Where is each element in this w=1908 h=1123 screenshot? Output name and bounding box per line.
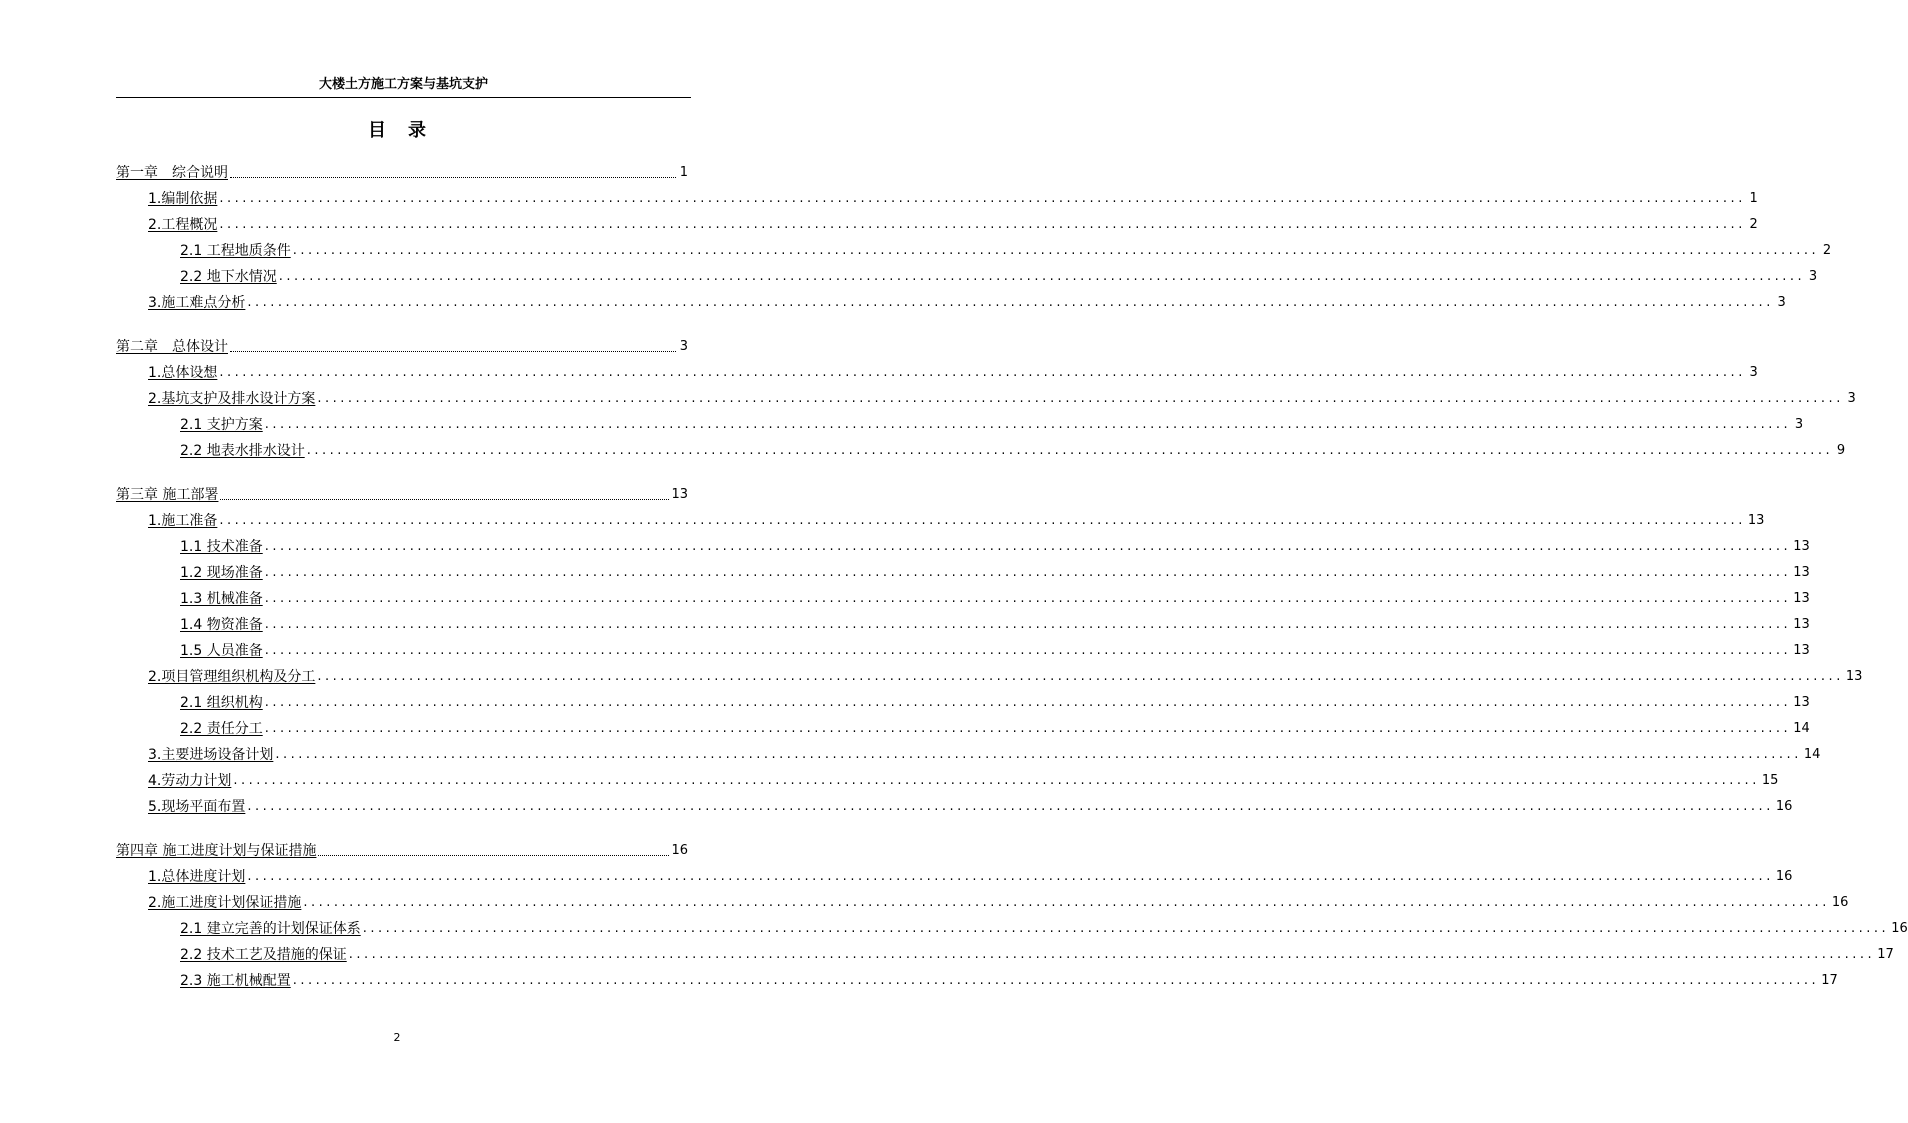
toc-entry[interactable] — [180, 238, 1832, 260]
toc-entry-label[interactable]: 2.1 组织机构 — [180, 695, 263, 711]
toc-entry[interactable] — [180, 586, 1810, 608]
toc-entry-page: 15 — [1761, 773, 1779, 788]
toc-entry-label[interactable]: 1.2 现场准备 — [180, 565, 263, 581]
toc-entry-label[interactable]: 2.2 责任分工 — [180, 721, 263, 737]
toc-leader-dots: ........................................................................................................................................................................................................ — [264, 539, 1792, 554]
toc-entry-label[interactable]: 3.主要进场设备计划 — [148, 747, 274, 763]
toc-entry-page: 17 — [1821, 973, 1838, 988]
toc-entry-page: 16 — [1891, 921, 1908, 936]
page-header: 大楼土方施工方案与基坑支护 — [116, 77, 691, 98]
toc-chapter-entry[interactable] — [116, 334, 688, 356]
toc-entry[interactable] — [180, 534, 1810, 556]
toc-entry-label[interactable]: 4.劳动力计划 — [148, 773, 232, 789]
toc-entry-page: 16 — [1775, 799, 1793, 814]
toc-entry[interactable] — [148, 794, 1793, 816]
toc-entry-label[interactable]: 1.编制依据 — [148, 191, 218, 207]
toc-entry-page: 13 — [1793, 643, 1810, 658]
toc-entry-page: 14 — [1803, 747, 1821, 762]
toc-entry-label[interactable]: 1.5 人员准备 — [180, 643, 263, 659]
toc-entry[interactable] — [180, 412, 1804, 434]
toc-entry-label[interactable]: 1.3 机械准备 — [180, 591, 263, 607]
toc-entry-page: 3 — [1777, 295, 1786, 310]
toc-entry[interactable] — [180, 264, 1818, 286]
toc-entry[interactable] — [180, 438, 1846, 460]
toc-entry-page: 3 — [1847, 391, 1856, 406]
toc-entry-page: 2 — [1822, 243, 1832, 258]
toc-entry-label[interactable]: 2.1 支护方案 — [180, 417, 263, 433]
toc-entry-label[interactable]: 5.现场平面布置 — [148, 799, 246, 815]
toc-entry-page: 13 — [1793, 591, 1810, 606]
toc-leader-dots: ........................................................................................................................................................................................................ — [219, 191, 1746, 206]
toc-entry-label[interactable]: 1.4 物资准备 — [180, 617, 263, 633]
toc-leader-dots — [230, 177, 676, 178]
toc-entry[interactable] — [180, 560, 1810, 582]
toc-entry-label[interactable]: 2.施工进度计划保证措施 — [148, 895, 302, 911]
toc-leader-dots: ........................................................................................................................................................................................................ — [264, 643, 1792, 658]
toc-entry[interactable] — [148, 508, 1765, 530]
page-number: 2 — [393, 1031, 401, 1044]
toc-chapter-entry[interactable] — [116, 838, 688, 860]
toc-entry-page: 9 — [1836, 443, 1846, 458]
toc-leader-dots: ........................................................................................................................................................................................................ — [317, 391, 1844, 406]
toc-chapter-entry[interactable] — [116, 160, 688, 182]
toc-entry[interactable] — [180, 916, 1908, 938]
toc-chapter-entry[interactable] — [116, 482, 688, 504]
toc-entry-page: 16 — [1831, 895, 1849, 910]
toc-entry[interactable] — [148, 290, 1786, 312]
toc-title: 目录 — [368, 120, 448, 141]
toc-entry-label[interactable]: 1.总体设想 — [148, 365, 218, 381]
toc-entry-page: 14 — [1793, 721, 1810, 736]
toc-entry-page: 16 — [671, 843, 688, 858]
toc-entry-label[interactable]: 2.1 工程地质条件 — [180, 243, 291, 259]
toc-leader-dots: ........................................................................................................................................................................................................ — [219, 365, 1746, 380]
toc-entry-label[interactable]: 2.3 施工机械配置 — [180, 973, 291, 989]
toc-leader-dots: ........................................................................................................................................................................................................ — [264, 721, 1792, 736]
toc-entry[interactable] — [148, 768, 1779, 790]
toc-entry-label[interactable]: 2.1 建立完善的计划保证体系 — [180, 921, 361, 937]
toc-entry-page: 16 — [1775, 869, 1793, 884]
toc-leader-dots: ........................................................................................................................................................................................................ — [219, 217, 1746, 232]
toc-entry-label[interactable]: 第三章 施工部署 — [116, 487, 219, 503]
toc-entry-label[interactable]: 1.总体进度计划 — [148, 869, 246, 885]
toc-entry-page: 3 — [1749, 365, 1758, 380]
toc-entry-page: 13 — [1793, 695, 1810, 710]
toc-entry-page: 13 — [1793, 565, 1810, 580]
toc-entry-label[interactable]: 2.2 技术工艺及措施的保证 — [180, 947, 347, 963]
toc-leader-dots: ........................................................................................................................................................................................................ — [247, 295, 1774, 310]
toc-entry-page: 13 — [1793, 617, 1810, 632]
toc-entry-label[interactable]: 3.施工难点分析 — [148, 295, 246, 311]
toc-entry-label[interactable]: 第二章 总体设计 — [116, 339, 228, 355]
toc-entry-page: 13 — [1793, 539, 1810, 554]
toc-entry-page: 13 — [1747, 513, 1765, 528]
toc-entry-label[interactable]: 1.施工准备 — [148, 513, 218, 529]
toc-entry[interactable] — [180, 612, 1810, 634]
toc-leader-dots: ........................................................................................................................................................................................................ — [292, 973, 1820, 988]
toc-entry[interactable] — [180, 638, 1810, 660]
toc-leader-dots: ........................................................................................................................................................................................................ — [278, 269, 1806, 284]
toc-entry[interactable] — [148, 360, 1758, 382]
toc-leader-dots: ........................................................................................................................................................................................................ — [219, 513, 1746, 528]
toc-leader-dots: ........................................................................................................................................................................................................ — [306, 443, 1834, 458]
toc-entry-page: 1 — [1749, 191, 1758, 206]
toc-entry[interactable] — [148, 864, 1793, 886]
toc-leader-dots: ........................................................................................................................................................................................................ — [247, 869, 1774, 884]
toc-entry-page: 3 — [1808, 269, 1818, 284]
toc-leader-dots: ........................................................................................................................................................................................................ — [292, 243, 1820, 258]
toc-entry-page: 17 — [1877, 947, 1894, 962]
toc-leader-dots: ........................................................................................................................................................................................................ — [264, 617, 1792, 632]
toc-entry[interactable] — [148, 890, 1849, 912]
toc-leader-dots: ........................................................................................................................................................................................................ — [264, 591, 1792, 606]
toc-entry[interactable] — [148, 664, 1863, 686]
toc-leader-dots — [318, 855, 669, 856]
toc-leader-dots: ........................................................................................................................................................................................................ — [247, 799, 1774, 814]
toc-entry-label[interactable]: 2.项目管理组织机构及分工 — [148, 669, 316, 685]
toc-entry-page: 3 — [679, 339, 688, 354]
toc-entry-label[interactable]: 第一章 综合说明 — [116, 165, 228, 181]
toc-entry[interactable] — [180, 968, 1838, 990]
toc-entry-label[interactable]: 第四章 施工进度计划与保证措施 — [116, 843, 317, 859]
toc-leader-dots: ........................................................................................................................................................................................................ — [348, 947, 1876, 962]
toc-entry-label[interactable]: 1.1 技术准备 — [180, 539, 263, 555]
toc-entry[interactable] — [180, 716, 1810, 738]
toc-leader-dots: ........................................................................................................................................................................................................ — [264, 565, 1792, 580]
toc-entry[interactable] — [148, 212, 1758, 234]
toc-entry[interactable] — [148, 186, 1758, 208]
toc-leader-dots — [230, 351, 676, 352]
toc-entry-label[interactable]: 2.基坑支护及排水设计方案 — [148, 391, 316, 407]
toc-entry-page: 13 — [671, 487, 688, 502]
toc-leader-dots — [220, 499, 669, 500]
toc-leader-dots: ........................................................................................................................................................................................................ — [233, 773, 1760, 788]
toc-leader-dots: ........................................................................................................................................................................................................ — [303, 895, 1830, 910]
toc-entry[interactable] — [148, 742, 1821, 764]
toc-leader-dots: ........................................................................................................................................................................................................ — [275, 747, 1802, 762]
toc-entry-page: 1 — [679, 165, 688, 180]
toc-entry-label[interactable]: 2.工程概况 — [148, 217, 218, 233]
toc-entry[interactable] — [180, 690, 1810, 712]
toc-leader-dots: ........................................................................................................................................................................................................ — [362, 921, 1890, 936]
toc-entry-label[interactable]: 2.2 地表水排水设计 — [180, 443, 305, 459]
toc-entry-page: 13 — [1845, 669, 1863, 684]
toc-leader-dots: ........................................................................................................................................................................................................ — [264, 417, 1792, 432]
toc-entry-label[interactable]: 2.2 地下水情况 — [180, 269, 277, 285]
toc-leader-dots: ........................................................................................................................................................................................................ — [317, 669, 1844, 684]
toc-leader-dots: ........................................................................................................................................................................................................ — [264, 695, 1792, 710]
toc-entry-page: 3 — [1794, 417, 1804, 432]
toc-entry[interactable] — [148, 386, 1856, 408]
toc-entry-page: 2 — [1749, 217, 1758, 232]
toc-entry[interactable] — [180, 942, 1894, 964]
